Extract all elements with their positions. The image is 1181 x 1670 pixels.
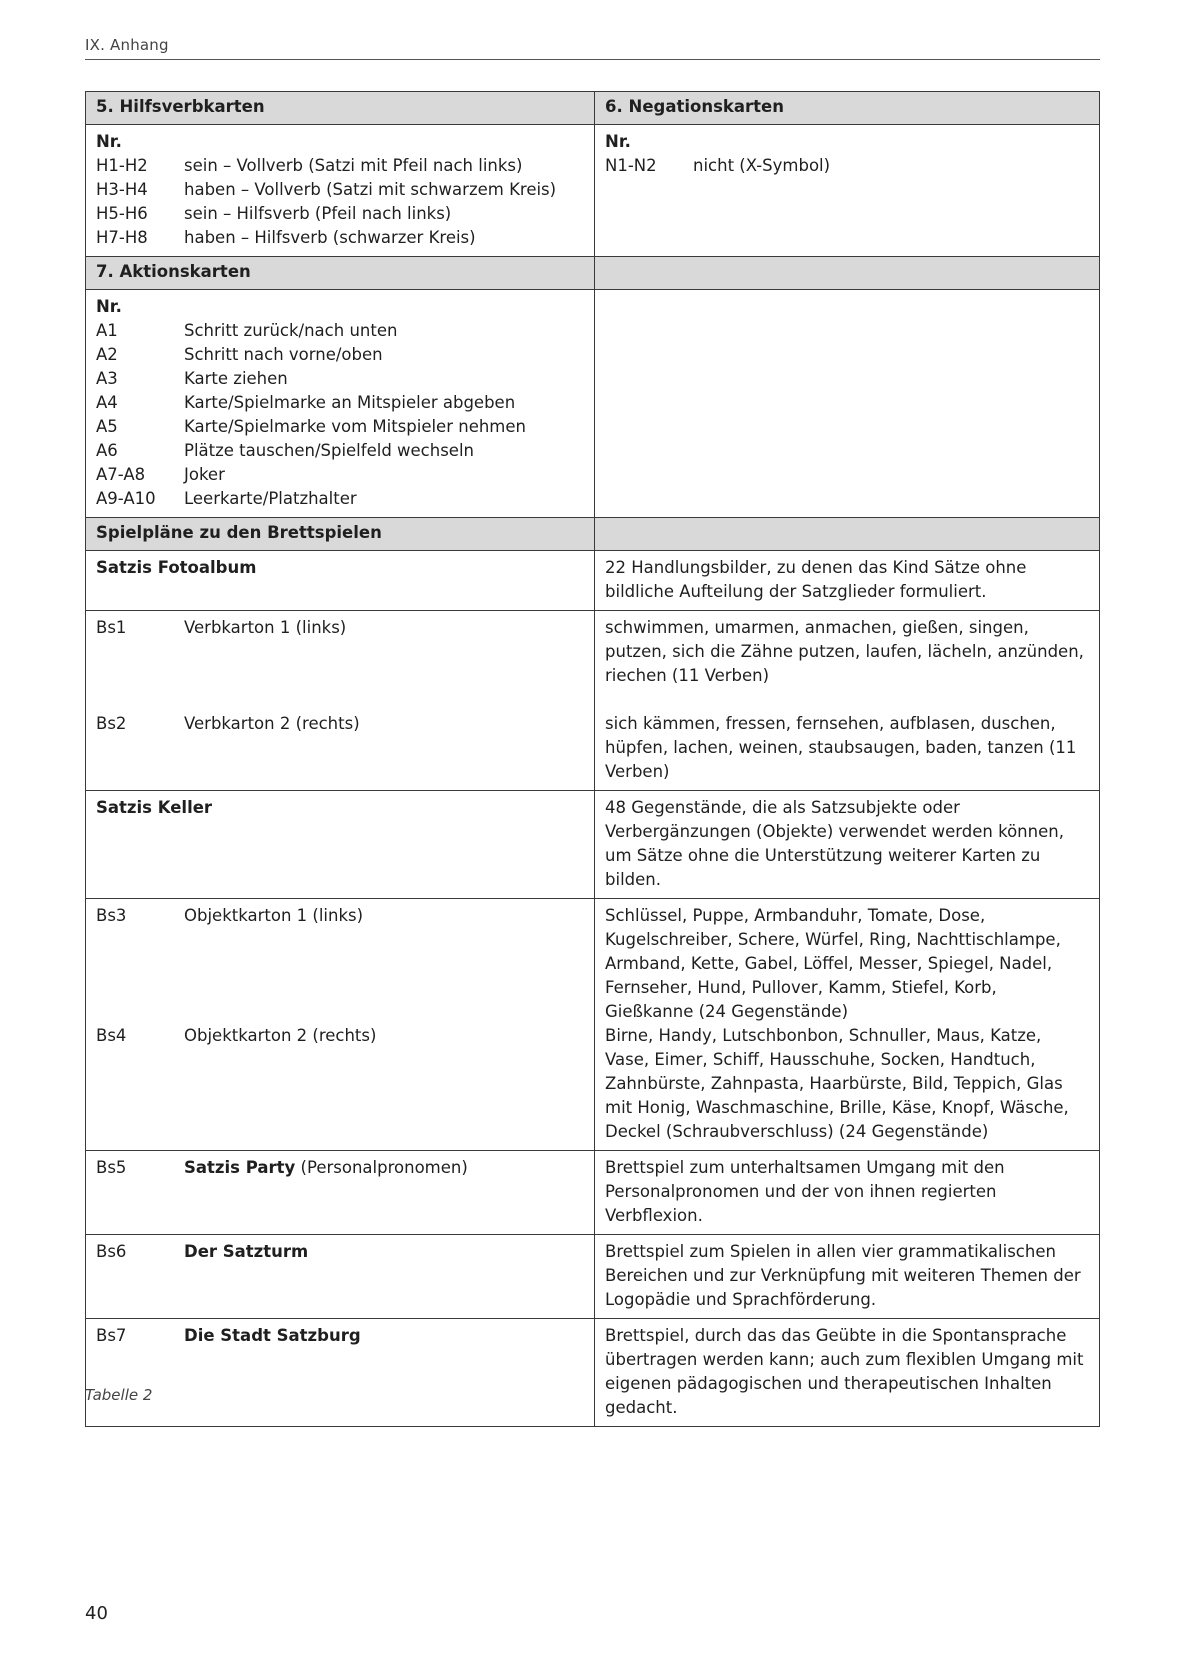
list-item [96, 415, 584, 439]
nr-label: Nr. [96, 132, 122, 151]
fotoalbum-title: Satzis Fotoalbum [96, 558, 257, 577]
card-nr: Bs6 [96, 1242, 127, 1261]
appendix-table [85, 91, 1100, 1427]
list-item [605, 154, 1089, 178]
table-row [96, 1156, 584, 1180]
running-head: IX. Anhang [85, 36, 169, 54]
section7-title: 7. Aktionskarten [86, 257, 595, 290]
bs3-bs4-cell [86, 899, 595, 1151]
bs6-cell [86, 1235, 595, 1319]
empty-header-cell [595, 257, 1100, 290]
list-item [96, 439, 584, 463]
game-name: Die Stadt Satzburg [184, 1326, 361, 1345]
fotoalbum-title-cell [86, 551, 595, 611]
card-desc: Objektkarton 2 (rechts) [184, 1026, 377, 1045]
list-item [96, 367, 584, 391]
bs1-bs2-desc-cell [595, 611, 1100, 791]
card-desc: Karte/Spielmarke an Mitspieler abgeben [184, 393, 516, 412]
table-row [96, 616, 584, 712]
card-desc: Karte ziehen [184, 369, 288, 388]
list-item [96, 343, 584, 367]
spielplaene-title: Spielpläne zu den Brettspielen [86, 518, 595, 551]
bs7-desc: Brettspiel, durch das das Geübte in die Spontansprache übertragen werden kann; auch zum flexiblen Umgang mit eigenen pädagogischen und therapeutischen Inhalten gedacht. [595, 1319, 1100, 1427]
card-desc: haben – Hilfsverb (schwarzer Kreis) [184, 228, 476, 247]
bs3-desc: Schlüssel, Puppe, Armbanduhr, Tomate, Dose, Kugelschreiber, Schere, Würfel, Ring, Nachttischlampe, Armband, Kette, Gabel, Löffel, Messer, Spiegel, Nadel, Fernseher, Hund, Pullover, Kamm, Stiefel, Korb, Gießkanne (24 Gegenstände) [605, 906, 1061, 1021]
card-nr: H7-H8 [96, 228, 148, 247]
empty-cell [595, 290, 1100, 518]
list-item [96, 202, 584, 226]
bs6-desc: Brettspiel zum Spielen in allen vier grammatikalischen Bereichen und zur Verknüpfung mit weiteren Themen der Logopädie und Sprachförderung. [595, 1235, 1100, 1319]
table-row [96, 904, 584, 1024]
card-desc: Schritt zurück/nach unten [184, 321, 398, 340]
card-nr: Bs2 [96, 714, 127, 733]
table-caption: Tabelle 2 [85, 1386, 153, 1404]
nr-label: Nr. [96, 297, 122, 316]
card-desc: nicht (X-Symbol) [693, 156, 831, 175]
game-name: Der Satzturm [184, 1242, 309, 1261]
card-nr: Bs3 [96, 906, 127, 925]
card-nr: A7-A8 [96, 465, 146, 484]
bs7-cell [86, 1319, 595, 1427]
table-row [96, 1024, 584, 1048]
section5-list [86, 125, 595, 257]
keller-title-cell [86, 791, 595, 899]
nr-label: Nr. [605, 132, 631, 151]
card-nr: A3 [96, 369, 118, 388]
list-item [96, 463, 584, 487]
list-item [96, 319, 584, 343]
card-nr: Bs1 [96, 618, 127, 637]
list-item [96, 154, 584, 178]
list-item [96, 226, 584, 250]
section5-title: 5. Hilfsverbkarten [86, 92, 595, 125]
table-row [96, 1324, 584, 1348]
card-nr: Bs5 [96, 1158, 127, 1177]
bs5-desc: Brettspiel zum unterhaltsamen Umgang mit den Personalpronomen und der von ihnen regierten Verbflexion. [595, 1151, 1100, 1235]
list-item [96, 487, 584, 511]
card-nr: A4 [96, 393, 118, 412]
card-nr: A2 [96, 345, 118, 364]
card-desc: Verbkarton 2 (rechts) [184, 714, 360, 733]
card-desc: Objektkarton 1 (links) [184, 906, 364, 925]
card-nr: A9-A10 [96, 489, 156, 508]
fotoalbum-desc: 22 Handlungsbilder, zu denen das Kind Sätze ohne bildliche Aufteilung der Satzglieder formuliert. [595, 551, 1100, 611]
card-desc: Leerkarte/Platzhalter [184, 489, 357, 508]
card-nr: Bs7 [96, 1326, 127, 1345]
card-desc: Schritt nach vorne/oben [184, 345, 383, 364]
card-desc: haben – Vollverb (Satzi mit schwarzem Kreis) [184, 180, 557, 199]
bs4-desc: Birne, Handy, Lutschbonbon, Schnuller, Maus, Katze, Vase, Eimer, Schiff, Hausschuhe, Socken, Handtuch, Zahnbürste, Zahnpasta, Haarbürste, Bild, Teppich, Glas mit Honig, Waschmaschine, Brille, Käse, Knopf, Wäsche, Deckel (Schraubverschluss) (24 Gegenstände) [605, 1026, 1069, 1141]
section7-list [86, 290, 595, 518]
card-desc: sein – Vollverb (Satzi mit Pfeil nach links) [184, 156, 523, 175]
keller-desc: 48 Gegenstände, die als Satzsubjekte oder Verbergänzungen (Objekte) verwendet werden können, um Sätze ohne die Unterstützung weiterer Karten zu bilden. [595, 791, 1100, 899]
table-row [96, 712, 584, 736]
bs1-bs2-cell [86, 611, 595, 791]
empty-header-cell [595, 518, 1100, 551]
card-nr: A6 [96, 441, 118, 460]
card-desc: sein – Hilfsverb (Pfeil nach links) [184, 204, 452, 223]
card-nr: A1 [96, 321, 118, 340]
card-desc: Plätze tauschen/Spielfeld wechseln [184, 441, 474, 460]
card-nr: H3-H4 [96, 180, 148, 199]
header-rule [85, 59, 1100, 60]
page-number: 40 [85, 1603, 108, 1624]
card-desc: Karte/Spielmarke vom Mitspieler nehmen [184, 417, 526, 436]
card-nr: H1-H2 [96, 156, 148, 175]
bs3-bs4-desc-cell [595, 899, 1100, 1151]
bs5-cell [86, 1151, 595, 1235]
table-row [96, 1240, 584, 1264]
card-nr: A5 [96, 417, 118, 436]
card-nr: H5-H6 [96, 204, 148, 223]
keller-title: Satzis Keller [96, 798, 213, 817]
list-item [96, 391, 584, 415]
card-desc: Verbkarton 1 (links) [184, 618, 347, 637]
bs1-desc: schwimmen, umarmen, anmachen, gießen, singen, putzen, sich die Zähne putzen, laufen, lächeln, anzünden, riechen (11 Verben) [605, 618, 1084, 685]
section6-list [595, 125, 1100, 257]
card-nr: Bs4 [96, 1026, 127, 1045]
card-nr: N1-N2 [605, 156, 657, 175]
game-name: Satzis Party [184, 1158, 296, 1177]
game-note: (Personalpronomen) [300, 1158, 468, 1177]
bs2-desc: sich kämmen, fressen, fernsehen, aufblasen, duschen, hüpfen, lachen, weinen, staubsaugen, baden, tanzen (11 Verben) [605, 714, 1077, 781]
card-desc: Joker [184, 465, 225, 484]
section6-title: 6. Negationskarten [595, 92, 1100, 125]
list-item [96, 178, 584, 202]
